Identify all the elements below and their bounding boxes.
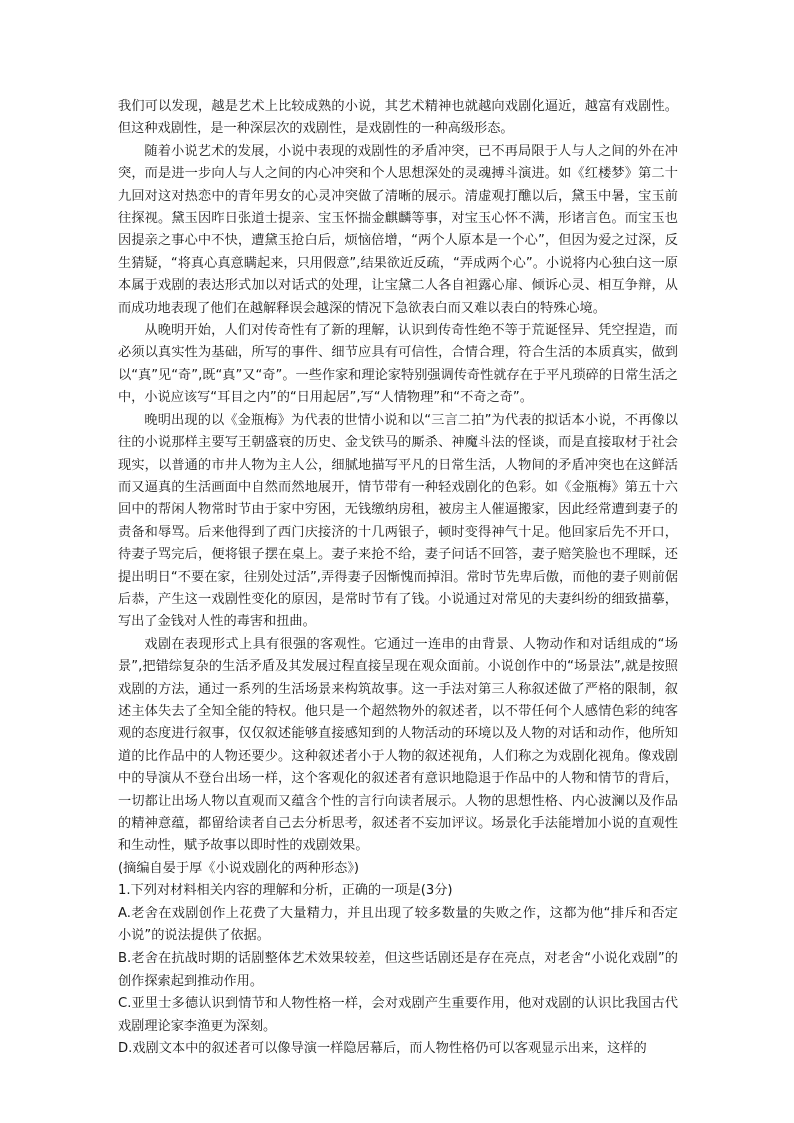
source-citation: (摘编自晏于厚《小说戏剧化的两种形态》): [118, 860, 360, 876]
question-stem: 1.下列对材料相关内容的理解和分析，正确的一项是(3分): [118, 883, 453, 899]
paragraph-1: 我们可以发现，越是艺术上比较成熟的小说，其艺术精神也就越向戏剧化逼近，越富有戏剧性。但这种戏剧性，是一种深层次的戏剧性，是戏剧性的一种高级形态。: [118, 99, 678, 137]
paragraph-5: 戏剧在表现形式上具有很强的客观性。它通过一连串的由背景、人物动作和对话组成的“场景”,把错综复杂的生活矛盾及其发展过程直接呈现在观众面前。小说创作中的“场景法”,就是按照戏剧的方法，通过一系列的生活场景来构筑故事。这一手法对第三人称叙述做了严格的限制，叙述主体失去了全知全能的特权。他只是一个超然物外的叙述者，以不带任何个人感情色彩的纯客观的态度进行叙事，仅仅叙述能够直接感知到的人物活动的环境以及人物的对话和动作，他所知道的比作品中的人物还要少。这种叙述者小于人物的叙述视角，人们称之为戏剧化视角。像戏剧中的导演从不登台出场一样，这个客观化的叙述者有意识地隐退于作品中的人物和情节的背后，一切都让出场人物以直观而又蕴含个性的言行向读者展示。人物的思想性格、内心波澜以及作品的精神意蕴，都留给读者自己去分析思考，叙述者不妄加评议。场景化手法能增加小说的直观性和生动性，赋予故事以即时性的戏剧效果。: [118, 636, 678, 854]
paragraph-3: 从晚明开始，人们对传奇性有了新的理解，认识到传奇性绝不等于荒诞怪异、凭空捏造，而必须以真实性为基础，所写的事件、细节应具有可信性，合情合理，符合生活的本质真实，做到以“真”见“奇”,既“真”又“奇”。一些作家和理论家特别强调传奇性就存在于平凡琐碎的日常生活之中，小说应该写“耳目之内”的“日用起居”,写“人情物理”和“不奇之奇”。: [118, 323, 678, 406]
document-page: [118, 96, 678, 1061]
option-d: D.戏剧文本中的叙述者可以像导演一样隐居幕后，而人物性格仍可以客观显示出来，这样的: [118, 1041, 647, 1057]
paragraph-2: 随着小说艺术的发展，小说中表现的戏剧性的矛盾冲突，已不再局限于人与人之间的外在冲突，而是进一步向人与人之间的内心冲突和个人思想深处的灵魂搏斗演进。如《红楼梦》第二十九回对这对热恋中的青年男女的心灵冲突做了清晰的展示。清虚观打醮以后，黛玉中暑，宝玉前往探视。黛玉因昨日张道士提亲、宝玉怀揣金麒麟等事，对宝玉心怀不满，形诸言色。而宝玉也因提亲之事心中不快，遭黛玉抢白后，烦恼倍增，“两个人原本是一个心”，但因为爱之过深，反生猜疑，“将真心真意瞒起来，只用假意”,结果欲近反疏，“弄成两个心”。小说将内心独白这一原本属于戏剧的表达形式加以对话式的处理，让宝黛二人各自袒露心扉、倾诉心灵、相互争辩，从而成功地表现了他们在越解释误会越深的情况下急欲表白而又难以表白的特殊心境。: [118, 143, 678, 316]
option-b: B.老舍在抗战时期的话剧整体艺术效果较差，但这些话剧还是存在亮点，对老舍“小说化戏剧”的创作探索起到推动作用。: [118, 951, 678, 989]
option-a: A.老舍在戏剧创作上花费了大量精力，并且出现了较多数量的失败之作，这都为他“排斥和否定小说”的说法提供了依据。: [118, 905, 678, 944]
option-c: C.亚里士多德认识到情节和人物性格一样，会对戏剧产生重要作用，他对戏剧的认识比我国古代戏剧理论家李渔更为深刻。: [118, 996, 678, 1034]
paragraph-4: 晚明出现的以《金瓶梅》为代表的世情小说和以“三言二拍”为代表的拟话本小说，不再像以往的小说那样主要写王朝盛衰的历史、金戈铁马的厮杀、神魔斗法的怪谈，而是直接取材于社会现实，以普通的市井人物为主人公，细腻地描写平凡的日常生活，人物间的矛盾冲突也在这鲜活而又逼真的生活画面中自然而然地展开，情节带有一种轻戏剧化的色彩。如《金瓶梅》第五十六回中的帮闲人物常时节由于家中穷困，无钱缴纳房租，被房主人催逼搬家，因此经常遭到妻子的责备和辱骂。后来他得到了西门庆接济的十几两银子，顿时变得神气十足。他回家后先不开口，待妻子骂完后，便将银子摆在桌上。妻子来抢不给，妻子问话不回答，妻子赔笑脸也不理睬，还提出明日“不要在家，往别处过活”,弄得妻子因惭愧而掉泪。常时节先卑后傲，而他的妻子则前倨后恭，产生这一戏剧性变化的原因，是常时节有了钱。小说通过对常见的夫妻纠纷的细致描摹，写出了金钱对人性的毒害和扭曲。: [118, 412, 678, 630]
